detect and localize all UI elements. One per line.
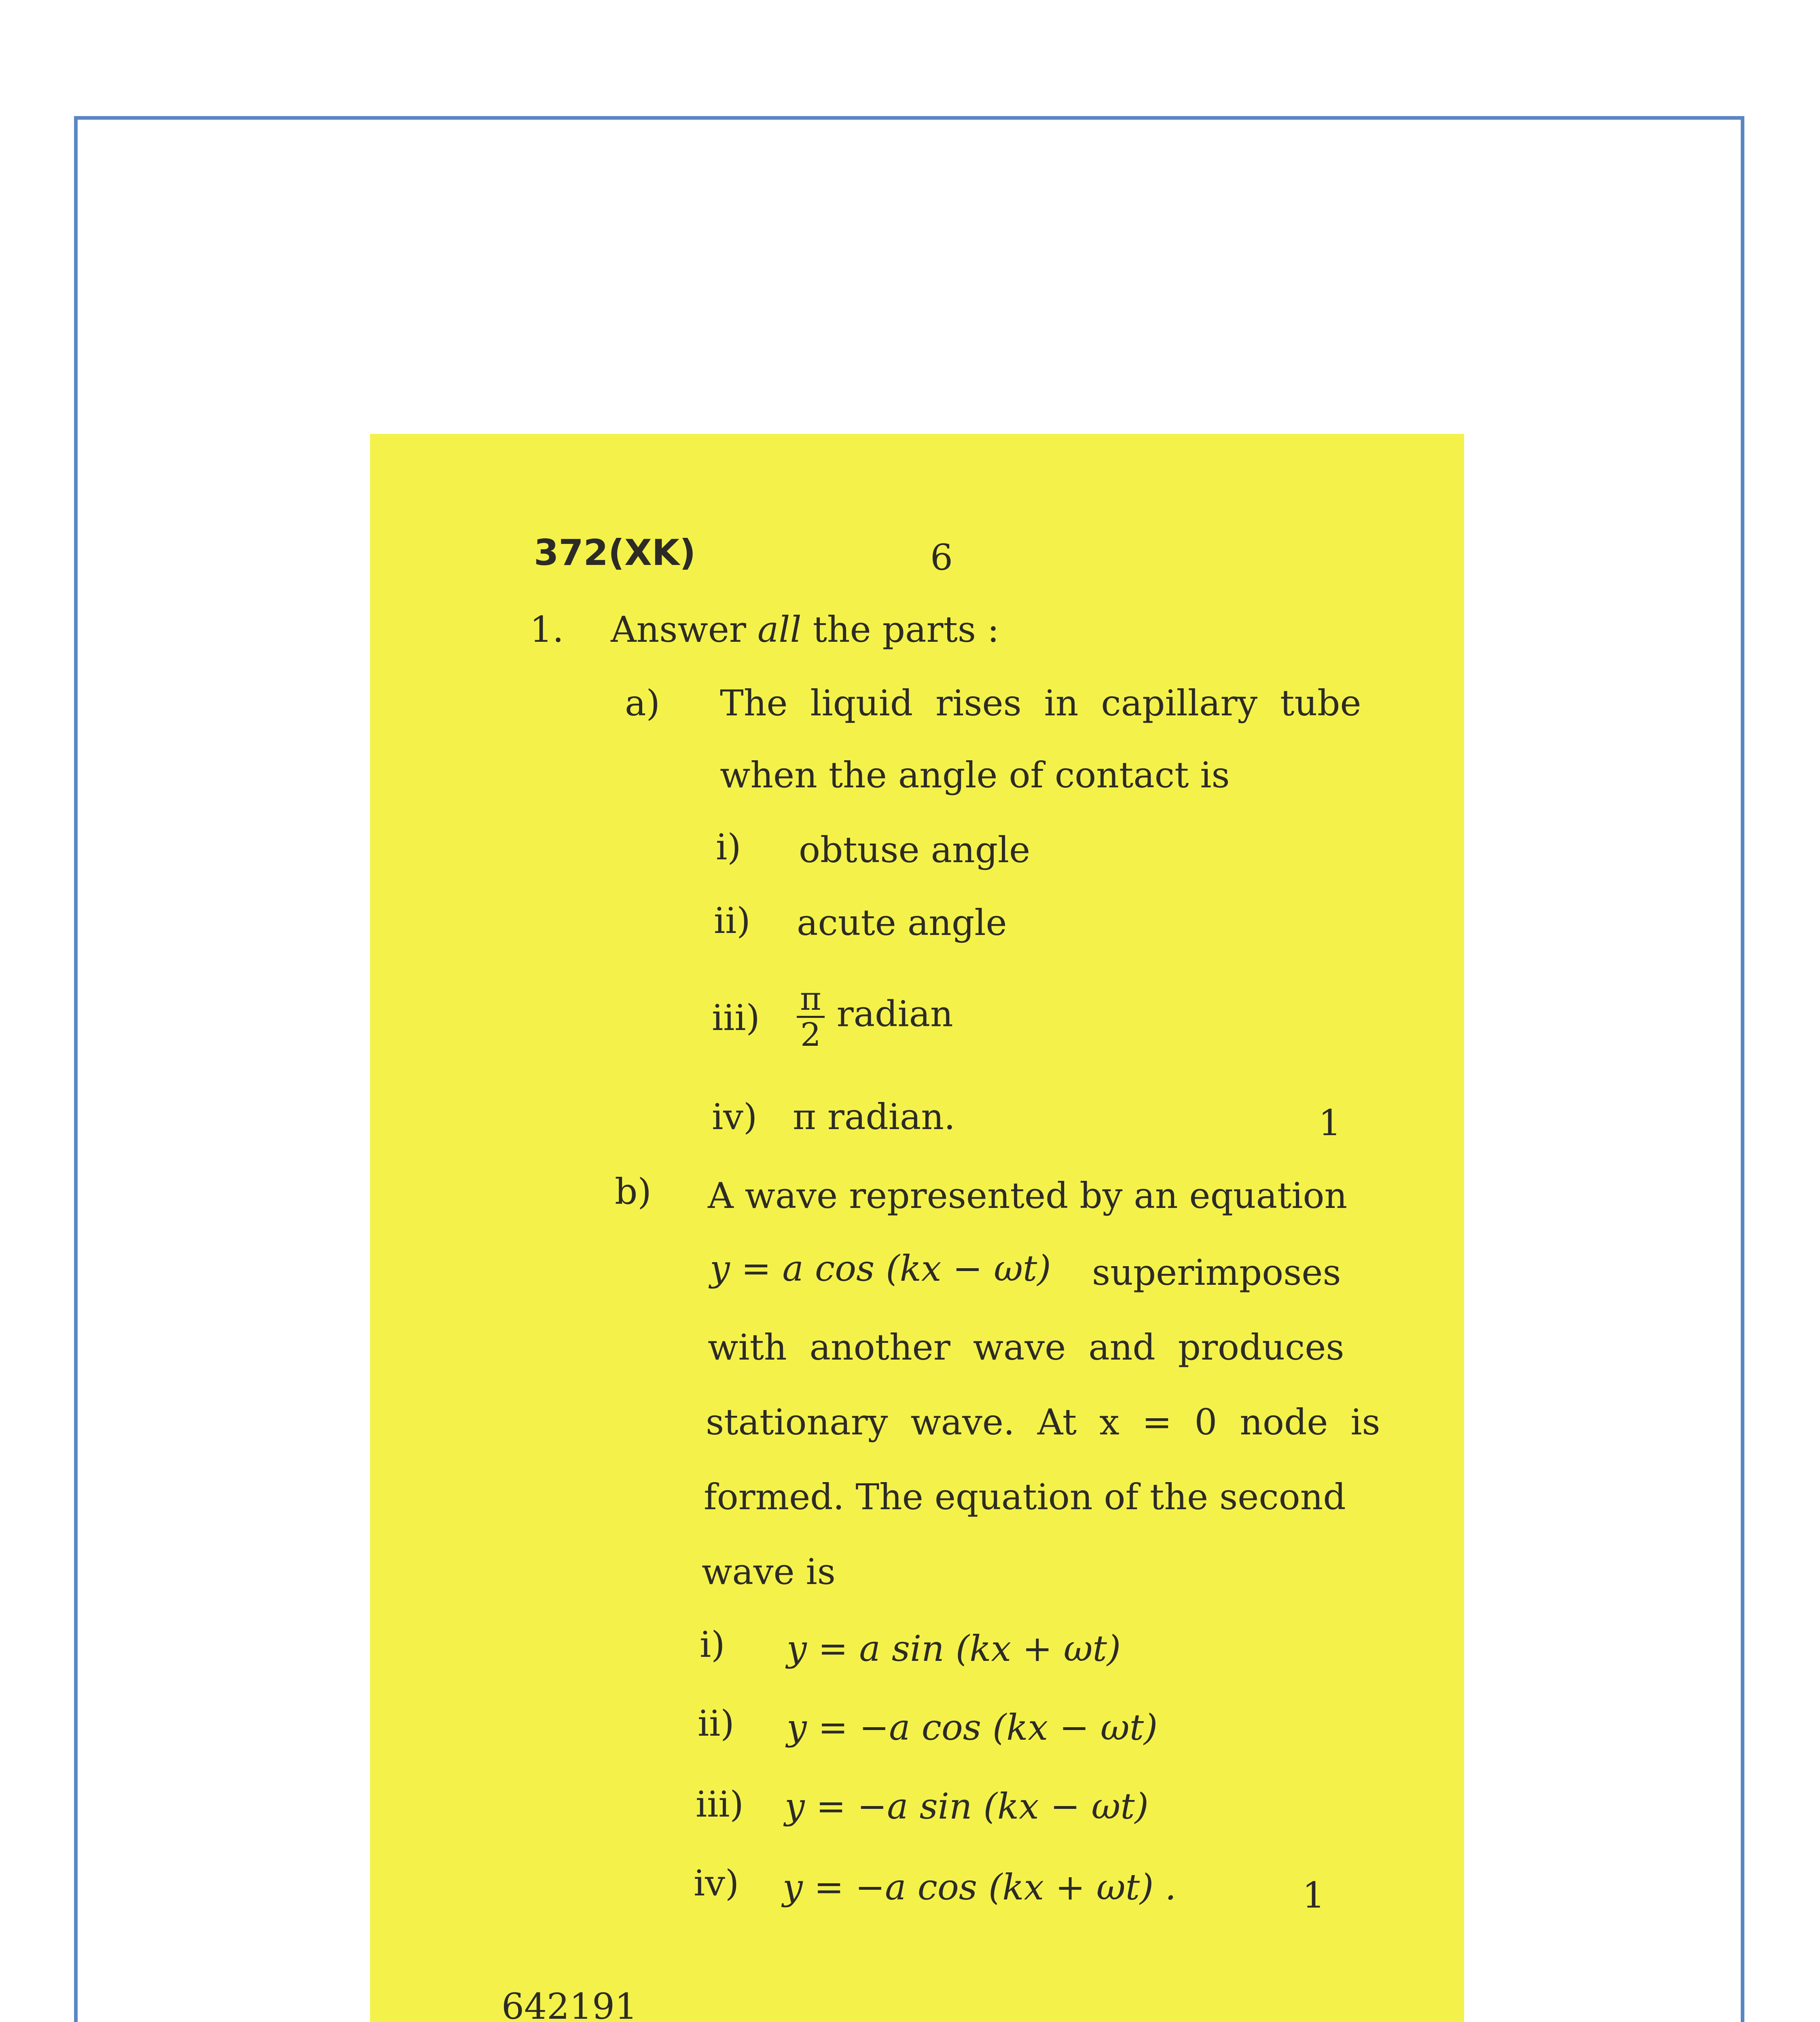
part-a-line1: The liquid rises in capillary tube <box>720 682 1361 724</box>
part-a-line2: when the angle of contact is <box>720 754 1230 796</box>
part-a-label: a) <box>625 682 660 724</box>
option-text: y = −a cos (kx + ωt) . <box>783 1866 1177 1908</box>
wave-equation: y = a cos (kx − ωt) <box>710 1248 1051 1289</box>
part-b-line1: A wave represented by an equation <box>708 1175 1348 1216</box>
page-number: 6 <box>930 537 953 578</box>
option-label: ii) <box>698 1703 734 1744</box>
pi-over-2-fraction: $\frac{\pi}{2}$ <box>797 982 825 1052</box>
marks: 1 <box>1302 1874 1325 1916</box>
marks: 1 <box>1318 1102 1341 1144</box>
option-label: iv) <box>712 1096 758 1138</box>
option-text: y = a sin (kx + ωt) <box>787 1628 1121 1669</box>
part-b-line6: wave is <box>702 1551 836 1593</box>
question-paper-scan <box>370 434 1464 2022</box>
option-label: iii) <box>712 997 760 1038</box>
option-text: π radian. <box>793 1096 955 1138</box>
part-b-label: b) <box>615 1171 652 1212</box>
option-text: acute angle <box>797 902 1007 943</box>
option-label: iv) <box>694 1862 739 1904</box>
serial-number: 642191 <box>502 1986 637 2022</box>
option-text: obtuse angle <box>799 829 1031 871</box>
option-label: ii) <box>714 900 751 941</box>
option-label: i) <box>700 1624 725 1665</box>
part-b-line2-rest: superimposes <box>1092 1252 1341 1293</box>
option-text: y = −a cos (kx − ωt) <box>787 1707 1158 1748</box>
option-text: y = −a sin (kx − ωt) <box>785 1785 1149 1827</box>
part-b-line4: stationary wave. At x = 0 node is <box>706 1401 1380 1443</box>
option-label: iii) <box>696 1783 744 1825</box>
option-label: i) <box>716 826 741 868</box>
paper-code: 372(XK) <box>534 532 696 573</box>
part-b-line3: with another wave and produces <box>708 1326 1344 1368</box>
part-b-line5: formed. The equation of the second <box>704 1476 1346 1518</box>
question-number: 1. <box>530 609 564 650</box>
option-text: $\frac{\pi}{2}$ radian <box>797 982 953 1052</box>
question-instruction: Answer all the parts : <box>611 609 999 650</box>
